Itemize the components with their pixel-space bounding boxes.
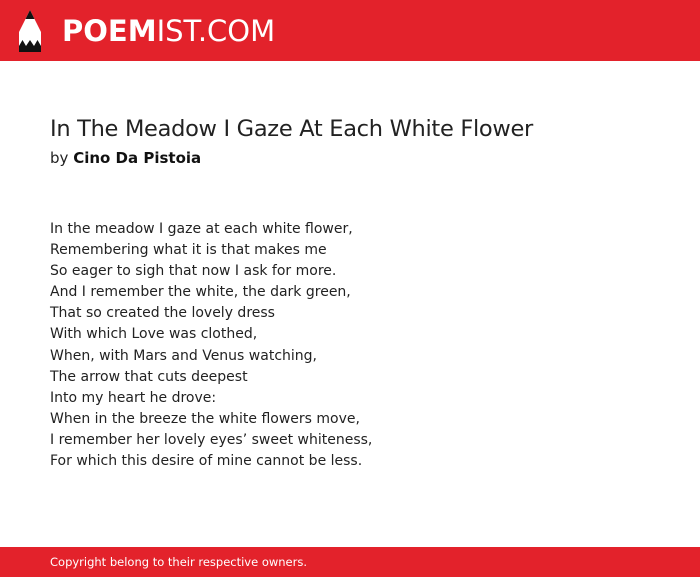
poem-line: In the meadow I gaze at each white flower, [50,221,353,237]
poem-line: And I remember the white, the dark green, [50,284,351,301]
brand-name-strong: POEM [62,14,157,48]
byline [50,149,201,167]
by-label: by [50,149,69,167]
brand-name-light: IST.COM [156,14,276,48]
poem-body [50,219,650,472]
poem-line: That so created the lovely dress [50,305,275,322]
site-brand-name [62,10,275,52]
poem-title: In The Meadow I Gaze At Each White Flower [50,116,533,142]
poem-line: When, with Mars and Venus watching, [50,347,317,364]
site-logo-link[interactable] [18,10,275,52]
poem-line: With which Love was clothed, [50,326,258,343]
poem-line: When in the breeze the white flowers move, [50,410,360,427]
poem-line: I remember her lovely eyes’ sweet whiteness, [50,431,373,448]
author-link[interactable]: Cino Da Pistoia [73,149,202,167]
poem-line: So eager to sigh that now I ask for more. [50,263,337,280]
site-header [0,0,700,61]
poem-line: Into my heart he drove: [50,389,217,406]
copyright-notice: Copyright belong to their respective owners. [50,555,308,569]
poem-line: The arrow that cuts deepest [50,368,248,385]
site-footer [0,547,700,577]
poem-line: For which this desire of mine cannot be less. [50,453,363,470]
poem-line: Remembering what it is that makes me [50,242,327,259]
pencil-icon [18,10,42,52]
